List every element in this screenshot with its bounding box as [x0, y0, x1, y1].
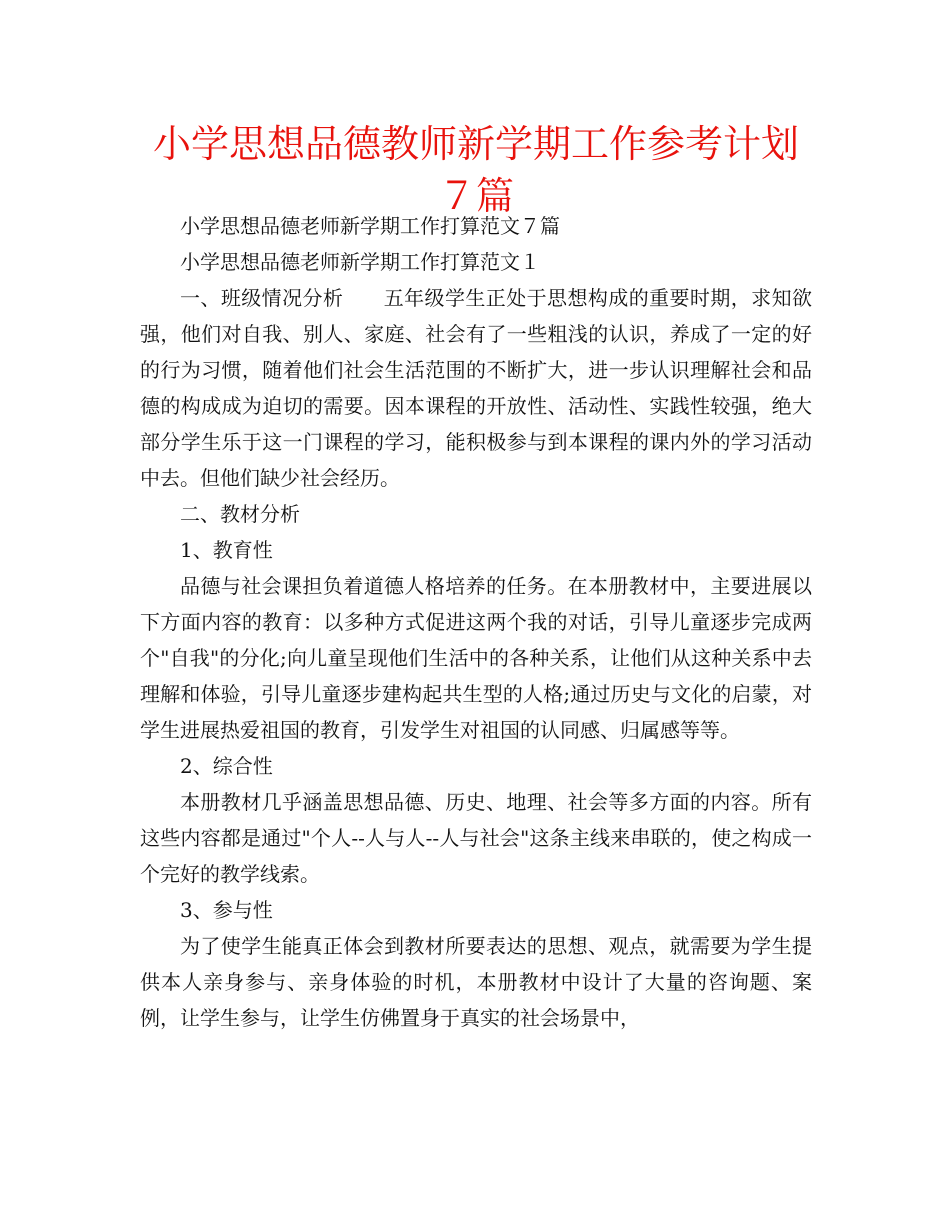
paragraph-educational-heading: 1、教育性 — [180, 538, 273, 562]
paragraph-class-analysis — [140, 280, 812, 496]
paragraph-material-analysis: 二、教材分析 — [180, 502, 300, 526]
paragraph-comprehensive-heading: 2、综合性 — [180, 754, 273, 778]
paragraph-participation-text: 为了使学生能真正体会到教材所要表达的思想、观点，就需要为学生提供本人亲身参与、亲身体验的时机，本册教材中设计了大量的咨询题、案例，让学生参与，让学生仿佛置身于真实的社会场景中， — [140, 934, 812, 1030]
document-body — [140, 208, 812, 1036]
paragraph-participation-heading: 3、参与性 — [180, 898, 273, 922]
section-heading-class-analysis: 一、班级情况分析 — [180, 286, 344, 310]
paragraph-subtitle: 小学思想品德老师新学期工作打算范文７篇 — [180, 214, 560, 238]
paragraph-comprehensive-text: 本册教材几乎涵盖思想品德、历史、地理、社会等多方面的内容。所有这些内容都是通过"个人--人与人--人与社会"这条主线来串联的，使之构成一个完好的教学线索。 — [140, 790, 812, 886]
document-title: 小学思想品德教师新学期工作参考计划７篇 — [152, 122, 799, 218]
paragraph-educational-text: 品德与社会课担负着道德人格培养的任务。在本册教材中，主要进展以下方面内容的教育：以多种方式促进这两个我的对话，引导儿童逐步完成两个"自我"的分化;向儿童呈现他们生活中的各种关系，让他们从这种关系中去理解和体验，引导儿童逐步建构起共生型的人格;通过历史与文化的启蒙，对学生进展热爱祖国的教育，引发学生对祖国的认同感、归属感等等。 — [140, 574, 812, 742]
section-text-class-analysis: 五年级学生正处于思想构成的重要时期，求知欲强，他们对自我、别人、家庭、社会有了一些粗浅的认识，养成了一定的好的行为习惯，随着他们社会生活范围的不断扩大，进一步认识理解社会和品德的构成成为迫切的需要。因本课程的开放性、活动性、实践性较强，绝大部分学生乐于这一门课程的学习，能积极参与到本课程的课内外的学习活动中去。但他们缺少社会经历。 — [140, 286, 813, 490]
paragraph-sample-heading: 小学思想品德老师新学期工作打算范文１ — [180, 250, 540, 274]
